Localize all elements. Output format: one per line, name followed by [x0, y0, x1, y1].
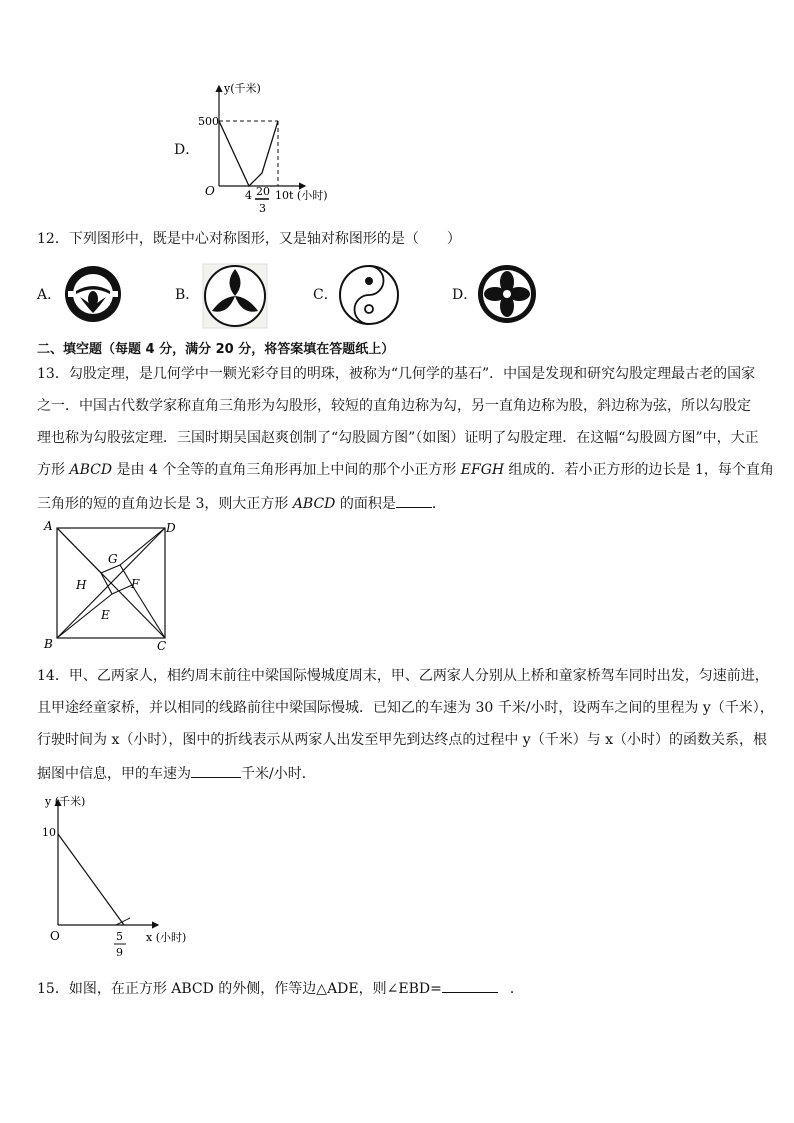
q11-x-frac-den: 3 [259, 202, 266, 215]
q13-answer-blank[interactable] [396, 493, 432, 508]
label-D: D [166, 521, 176, 535]
label-F: F [131, 577, 140, 591]
q12-figure-c [337, 263, 401, 327]
q13-line-4: 方形 ABCD 是由 4 个全等的直角三角形再加上中间的那个小正方形 EFGH 组成的．若小正方形的边长是 1，每个直角 [37, 462, 774, 478]
q14-y-tick: 10 [42, 826, 56, 839]
label-H: H [76, 578, 87, 592]
q12-figure-d [476, 263, 538, 325]
q11-x-tick-4: 4 [245, 189, 252, 202]
q11-origin: O [205, 184, 215, 198]
label-C: C [157, 639, 167, 653]
q14-answer-blank[interactable] [191, 763, 241, 778]
q11-graph-d [195, 78, 335, 218]
q14-ylabel: y (千米) [45, 795, 86, 808]
q13-line-3: 理也称为勾股弦定理．三国时期吴国赵爽创制了“勾股圆方图”（如图）证明了勾股定理．在这幅“勾股圆方图”中，大正 [37, 430, 759, 446]
q13-line-2: 之一．中国古代数学家称直角三角形为勾股形，较短的直角边称为勾，另一直角边称为股，斜边称为弦，所以勾股定 [37, 398, 751, 414]
q13-line-1: 13．勾股定理，是几何学中一颗光彩夺目的明珠，被称为“几何学的基石”．中国是发现和研究勾股定理最古老的国家 [37, 366, 756, 382]
label-E: E [101, 608, 110, 622]
q11-x-frac-num: 20 [256, 185, 270, 198]
label-A: A [44, 519, 53, 533]
q12-option-b-label: B． [175, 287, 200, 303]
section-heading: 二、填空题（每题 4 分，满分 20 分，将答案填在答题纸上） [37, 342, 395, 357]
label-B: B [44, 637, 53, 651]
label-G: G [108, 552, 118, 566]
q14-line-1: 14．甲、乙两家人，相约周末前往中梁国际慢城度周末，甲、乙两家人分别从上桥和童家桥驾车同时出发，匀速前进， [37, 668, 769, 684]
q12-figure-b [202, 263, 268, 329]
q12-option-c-label: C． [313, 287, 338, 303]
q14-x-frac-den: 9 [116, 946, 123, 959]
q14-line-3: 行驶时间为 x（小时），图中的折线表示从两家人出发至甲先到达终点的过程中 y（千米）与 x（小时）的函数关系，根 [37, 732, 768, 748]
q12-stem: 12．下列图形中，既是中心对称图形，又是轴对称图形的是（ ） [37, 231, 461, 247]
q11-y-tick: 500 [198, 115, 219, 128]
q11-ylabel: y(千米) [224, 82, 261, 95]
graph-polyline [219, 121, 278, 186]
q14-graph-line [58, 834, 124, 925]
q14-xlabel: x (小时) [146, 931, 187, 944]
q13-line-5: 三角形的短的直角边长是 3，则大正方形 ABCD 的面积是 ． [37, 493, 446, 513]
q12-option-d-label: D． [452, 287, 478, 303]
q11-xlabel: t (小时) [289, 189, 328, 202]
q14-graph [30, 792, 210, 962]
q14-origin: O [50, 929, 60, 943]
q13-figure [38, 516, 178, 654]
q14-line-4: 据图中信息，甲的车速为 千米/小时． [37, 763, 316, 783]
q12-option-a-label: A． [37, 287, 62, 303]
q11-x-tick-10: 10 [275, 189, 289, 202]
q14-line-2: 且甲途经童家桥，并以相同的线路前往中梁国际慢城．已知乙的车速为 30 千米/小时，设两车之间的里程为 y（千米）， [37, 700, 774, 716]
q11-option-d-label: D． [174, 142, 200, 158]
q12-figure-a [62, 263, 124, 325]
q15-answer-blank[interactable] [442, 978, 498, 993]
q15-line: 15．如图，在正方形 ABCD 的外侧，作等边△ADE，则∠EBD= ． [37, 978, 524, 998]
q14-x-frac-num: 5 [116, 930, 123, 943]
